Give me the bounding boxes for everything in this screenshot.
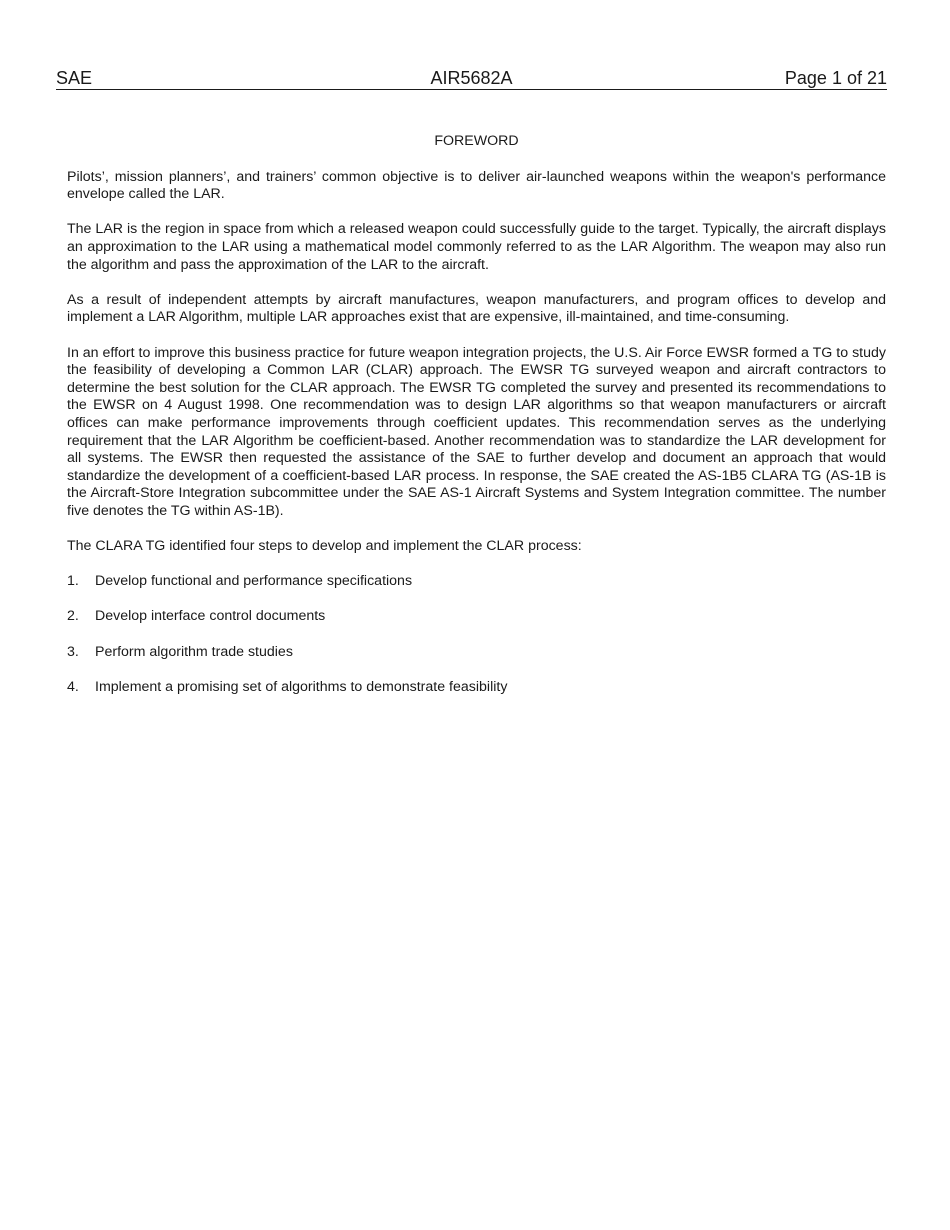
list-item-number: 2.	[67, 608, 79, 625]
paragraph-ewsr-effort: In an effort to improve this business practice for future weapon integration projects, the U.S. Air Force EWSR formed a TG to study the feasibility of developing a Common LAR (CLAR) approach. The EWSR TG surveyed weapon and aircraft contractors to determine the best solution for the CLAR approach. The EWSR TG completed the survey and presented its recommendations to the EWSR on 4 August 1998. One recommendation was to design LAR algorithms so that weapon manufacturers or aircraft offices can make performance improvements through coefficient updates. This recommendation serves as the underlying requirement that the LAR Algorithm be coefficient-based. Another recommendation was to standardize the LAR development for all systems. The EWSR then requested the assistance of the SAE to further develop and document an approach that would standardize the development of a coefficient-based LAR process. In response, the SAE created the AS-1B5 CLARA TG (AS-1B is the Aircraft-Store Integration subcommittee under the SAE AS-1 Aircraft Systems and System Integration committee. The number five denotes the TG within AS-1B).	[67, 344, 886, 519]
list-item	[67, 644, 886, 662]
list-item	[67, 573, 886, 591]
list-item-text: Implement a promising set of algorithms to demonstrate feasibility	[95, 678, 508, 695]
paragraph-objective: Pilots’, mission planners’, and trainers’ common objective is to deliver air-launched weapons within the weapon's performance envelope called the LAR.	[67, 168, 886, 203]
list-item-number: 4.	[67, 678, 79, 695]
header-document-number: AIR5682A	[430, 68, 513, 88]
list-item	[67, 679, 886, 697]
paragraph-lar-definition: The LAR is the region in space from which a released weapon could successfully guide to the target. Typically, the aircraft displays an approximation to the LAR using a mathematical model commonly referred to as the LAR Algorithm. The weapon may also run the algorithm and pass the approximation of the LAR to the aircraft.	[67, 221, 886, 273]
section-title: FOREWORD	[434, 133, 519, 149]
steps-list	[67, 573, 886, 696]
list-item-text: Perform algorithm trade studies	[95, 643, 293, 660]
page-body	[67, 133, 886, 714]
list-item	[67, 608, 886, 626]
header-organization: SAE	[56, 68, 93, 88]
paragraph-independent-attempts: As a result of independent attempts by aircraft manufactures, weapon manufacturers, and program offices to develop and implement a LAR Algorithm, multiple LAR approaches exist that are expensive, ill-maintained, and time-consuming.	[67, 291, 886, 326]
list-item-number: 1.	[67, 573, 79, 590]
header-page-number: Page 1 of 21	[784, 68, 887, 88]
list-item-text: Develop functional and performance specifications	[95, 573, 413, 590]
page-header	[56, 67, 887, 90]
paragraph-steps-intro: The CLARA TG identified four steps to develop and implement the CLAR process:	[67, 538, 582, 555]
list-item-text: Develop interface control documents	[95, 608, 326, 625]
list-item-number: 3.	[67, 643, 79, 660]
